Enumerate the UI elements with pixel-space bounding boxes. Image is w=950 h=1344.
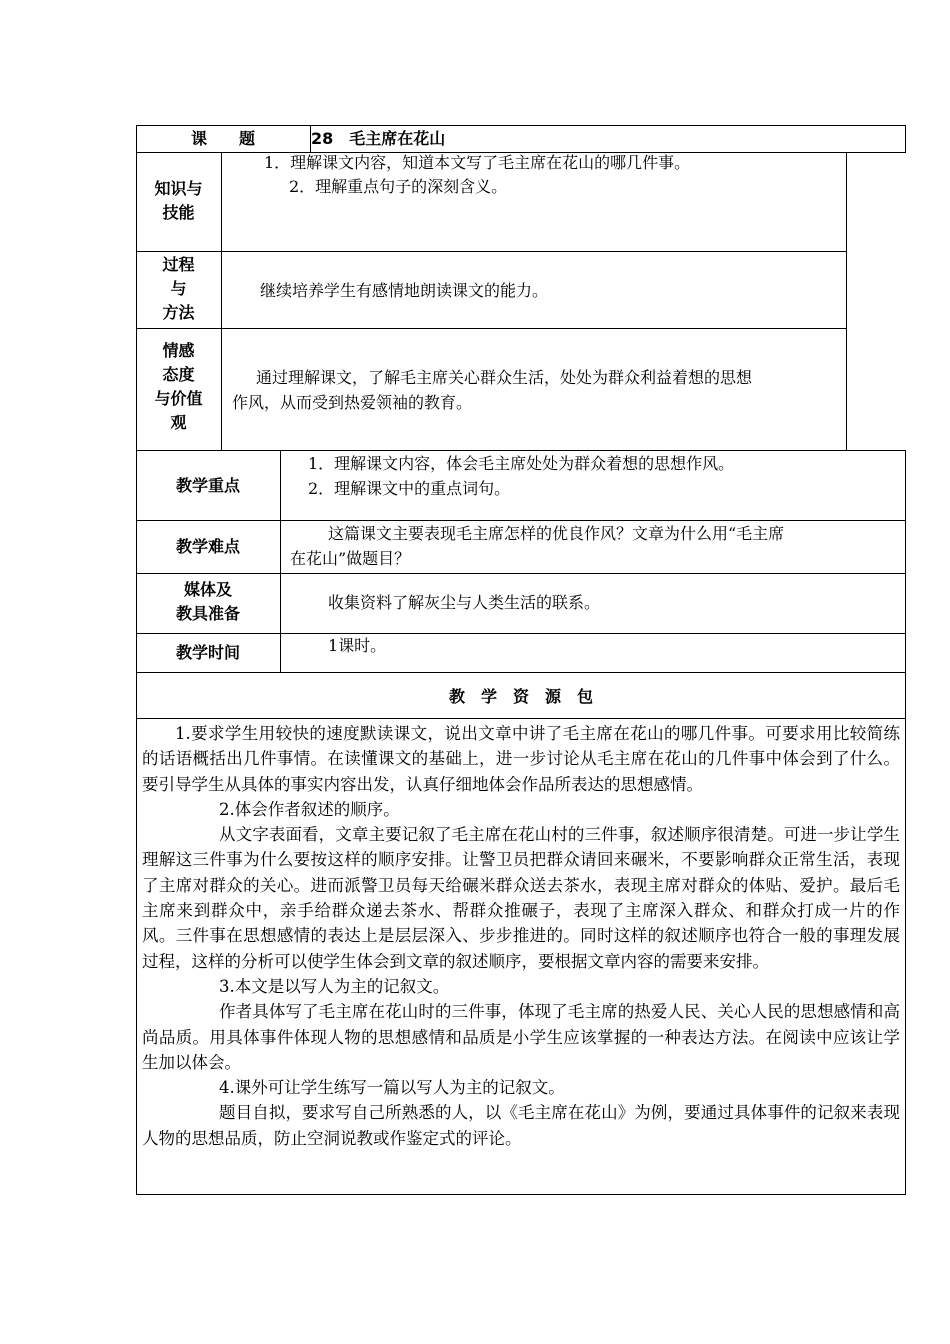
resource-body <box>142 721 900 1151</box>
process-label: 过程 与 方法 <box>162 255 195 322</box>
emotion-text-line1: 通过理解课文，了解毛主席关心群众生活，处处为群众利益着想的思想 <box>256 368 753 387</box>
media-text: 收集资料了解灰尘与人类生活的联系。 <box>328 593 601 612</box>
knowledge-item-1: 1．理解课文内容，知道本文写了毛主席在花山的哪几件事。 <box>264 153 691 172</box>
knowledge-item-2: 2．理解重点句子的深刻含义。 <box>289 177 508 196</box>
table-border-top <box>136 125 906 126</box>
table-border-bottom <box>136 1194 906 1195</box>
knowledge-label: 知识与 技能 <box>154 179 203 222</box>
resource-heading: 教 学 资 源 包 <box>448 687 593 706</box>
key-points-label: 教学重点 <box>175 476 240 495</box>
emotion-label: 情感 态度 与价值 观 <box>154 341 203 432</box>
table-border-right-mid <box>846 152 847 450</box>
lesson-title: 28 毛主席在花山 <box>311 129 446 148</box>
difficulty-text-line1: 这篇课文主要表现毛主席怎样的优良作风？文章为什么用“毛主席 <box>328 524 785 543</box>
time-text: 1课时。 <box>328 636 387 655</box>
resource-paragraph: 4.课外可让学生练写一篇以写人为主的记叙文。 <box>219 1078 565 1098</box>
resource-paragraph: 3.本文是以写人为主的记叙文。 <box>219 976 450 996</box>
resource-paragraph: 1.要求学生用较快的速度默读课文，说出文章中讲了毛主席在花山的哪几件事。可要求用比较简练的话语概括出几件事情。在读懂课文的基础上，进一步讨论从毛主席在花山的几件事中体会到了什么。要引导学生从具体的事实内容出发，认真仔细地体会作品所表达的思想感情。 <box>142 724 900 794</box>
title-label: 课 题 <box>190 129 255 148</box>
process-text: 继续培养学生有感情地朗读课文的能力。 <box>260 281 549 300</box>
difficulty-label: 教学难点 <box>175 537 240 556</box>
key-point-2: 2．理解课文中的重点词句。 <box>308 479 511 498</box>
resource-paragraph: 从文字表面看，文章主要记叙了毛主席在花山村的三件事，叙述顺序很清楚。可进一步让学生理解这三件事为什么要按这样的顺序安排。让警卫员把群众请回来碾米，不要影响群众正常生活，表现了主席对群众的关心。进而派警卫员每天给碾米群众送去茶水，表现主席对群众的体贴、爱护。最后毛主席来到群众中，亲手给群众递去茶水、帮群众推碾子，表现了主席深入群众、和群众打成一片的作风。三件事在思想感情的表达上是层层深入、步步推进的。同时这样的叙述顺序也符合一般的事理发展过程，这样的分析可以使学生体会到文章的叙述顺序，要根据文章内容的需要来安排。 <box>142 825 900 971</box>
table-border-right-bottom <box>905 450 906 1195</box>
key-point-1: 1．理解课文内容，体会毛主席处处为群众着想的思想作风。 <box>308 454 735 473</box>
resource-paragraph: 作者具体写了毛主席在花山时的三件事，体现了毛主席的热爱人民、关心人民的思想感情和高尚品质。用具体事件体现人物的思想感情和品质是小学生应该掌握的一种表达方法。在阅读中应该让学生加以体会。 <box>142 1002 900 1072</box>
media-label: 媒体及 教具准备 <box>175 580 240 623</box>
table-border-right-top <box>905 125 906 152</box>
difficulty-text-line2: 在花山”做题目？ <box>290 549 411 568</box>
resource-paragraph: 题目自拟，要求写自己所熟悉的人，以《毛主席在花山》为例，要通过具体事件的记叙来表现人物的思想品质，防止空洞说教或作鉴定式的评论。 <box>142 1103 900 1148</box>
time-label: 教学时间 <box>175 643 240 662</box>
emotion-text-line2: 作风，从而受到热爱领袖的教育。 <box>232 393 473 412</box>
resource-paragraph: 2.体会作者叙述的顺序。 <box>219 799 400 819</box>
